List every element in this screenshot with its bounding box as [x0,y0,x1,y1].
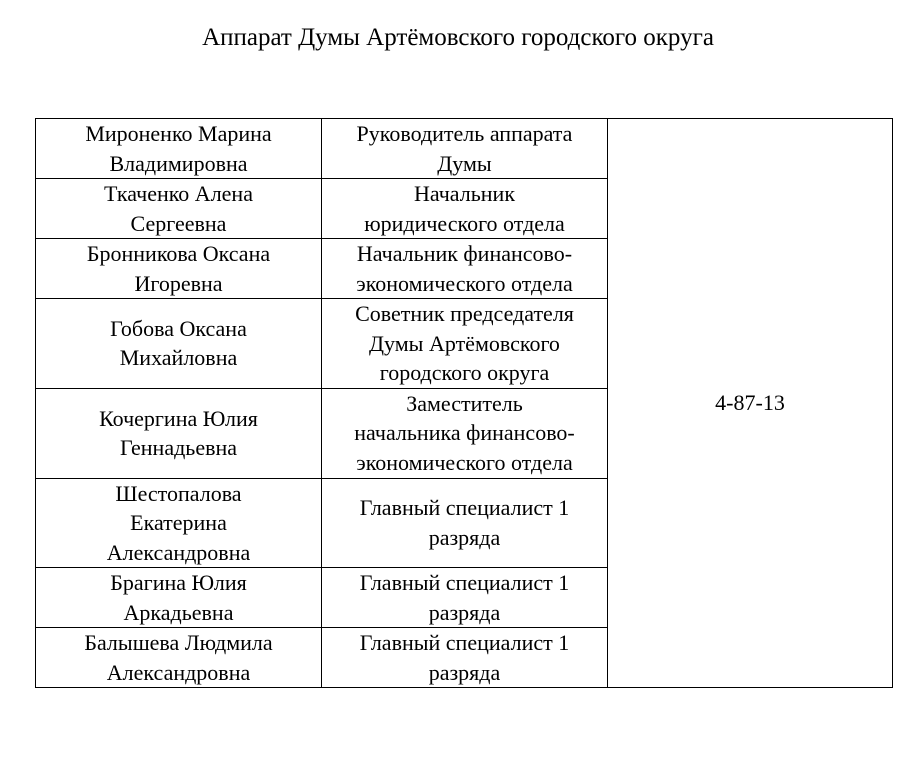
position-line: Главный специалист 1 [359,630,570,655]
position-line: Начальник [413,181,516,206]
position-line: Советник председателя [355,301,574,326]
table-row [36,119,893,179]
phone-cell [608,119,893,688]
name-line: Балышева Людмила [84,630,273,655]
name-line: Аркадьевна [123,599,234,625]
position-line: городского округа [379,360,550,385]
position-cell [322,628,608,688]
name-line: Шестопалова [115,480,242,506]
position-cell [322,478,608,568]
employee-name-cell [36,478,322,568]
name-line: Александровна [106,659,251,685]
name-line: Геннадьевна [119,435,238,460]
name-line: Бронникова Оксана [86,241,271,266]
position-line: Главный специалист 1 [359,495,570,521]
position-line: Руководитель аппарата [356,121,573,146]
name-line: Александровна [106,539,251,565]
phone-number: 4-87-13 [715,390,785,416]
position-cell [322,388,608,478]
page-title: Аппарат Думы Артёмовского городского округа [202,24,714,51]
position-line: юридического отдела [364,210,565,236]
position-line: Думы Артёмовского [369,330,560,356]
name-line: Кочергина Юлия [99,405,258,431]
name-line: Ткаченко Алена [104,181,253,206]
position-line: разряда [428,599,501,625]
position-line: экономического отдела [356,449,573,475]
position-line: Главный специалист 1 [359,570,570,595]
position-cell [322,299,608,389]
position-line: разряда [428,659,501,685]
position-line: экономического отдела [356,270,573,296]
staff-table [35,118,893,688]
position-line: Начальник финансово- [356,241,573,266]
name-line: Игоревна [134,270,223,296]
name-line: Мироненко Марина [85,121,272,146]
name-line: Брагина Юлия [110,570,247,595]
position-cell [322,119,608,179]
employee-name-cell [36,388,322,478]
name-line: Гобова Оксана [110,315,247,341]
position-cell [322,568,608,628]
employee-name-cell [36,179,322,239]
name-line: Владимировна [109,150,248,176]
employee-name-cell [36,628,322,688]
employee-name-cell [36,119,322,179]
position-line: разряда [428,524,501,550]
position-cell [322,239,608,299]
name-line: Екатерина [130,510,227,535]
position-line: Думы [437,150,492,176]
name-line: Михайловна [119,345,238,371]
employee-name-cell [36,299,322,389]
position-line: начальника финансово- [354,420,575,446]
employee-name-cell [36,568,322,628]
employee-name-cell [36,239,322,299]
position-line: Заместитель [406,390,523,416]
name-line: Сергеевна [130,210,227,236]
position-cell [322,179,608,239]
